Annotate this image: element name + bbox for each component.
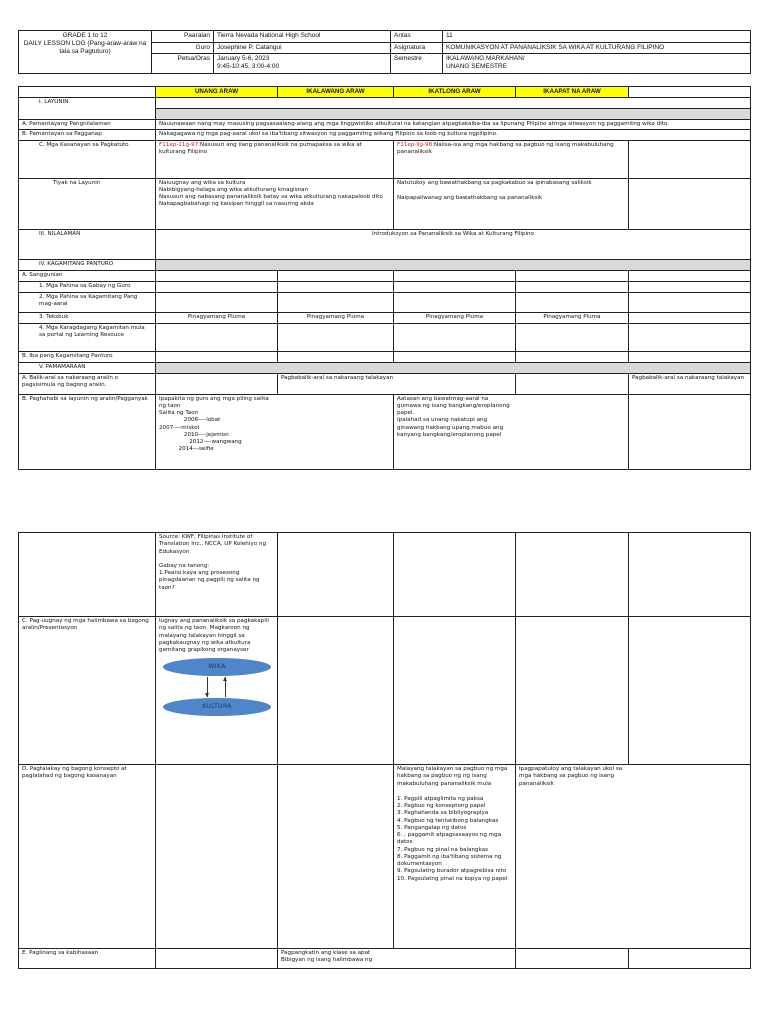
hakbang-item: 5. Pangangalap ng datos [397,824,467,831]
pagtalakay-day-3 [394,765,516,949]
hakbang-item: 4. Pagbuo ng tentatibong balangkas [397,817,499,824]
tiyak-1-item: Nakapagbabahagi ng kaisipan hinggil sa nasuring akda [159,201,314,208]
paghahabi-line: 2012----wangwang [159,439,242,446]
paghahabi-line: 2007----miskol [159,424,200,431]
paghahabi-3-line: Ipalahad sa unang nakatupi ang ginawang hakbang upang mabuo ang kanyang bangkang/eroplanong papel [397,417,504,438]
teksbuk-label: 3. Teksbuk [19,312,156,323]
paghahabi-label: B. Paghahabi sa layunin ng aralin/Pagganyak [19,394,156,469]
day-1-header: UNANG ARAW [156,87,278,98]
paglinang-label: E. Paglinang sa kabihasaan [19,949,156,969]
pamantayan-sa-pagganap-text: Nakagagawa ng mga pag-aaral ukol sa iba'tibang sitwasyon ng paggamitng wikang Filipino sa loob ng kultura ngpilipino. [156,130,751,140]
source-line: 1.Paano kaya ang prosesong pinagdaanan ng pagpili ng salita ng taon? [159,570,260,591]
source-line: Source: KWF, Filipinas Institute of Translation Inc., NCCA, UP Kolehiyo ng Edukasyon [159,534,266,555]
grade-label: GRADE 1 to 12 [62,32,108,39]
up-arrow-icon [225,677,226,697]
pamantayang-pangnilalaman-label: A. Pamantayang Pangnilalaman [19,120,156,130]
pag-uugnay-text: Iugnay ang pananaliksik sa pagkakapili ng salita ng taon. Magkaroon ng malayang talakayan hinggil sa pagkakaugnay ng wika atkultura gamitang grapikong organayser [159,618,269,654]
nilalaman-label: III. NILALAMAN [19,229,156,259]
hakbang-item: 6. , paggamit atpagsasaayos ng mga datos [397,832,502,846]
paglinang-text: Pagpangkatin ang klase sa apat Bibigyan ng isang halimbawa ng [281,950,373,964]
hakbang-item: 2. Pagbuo ng konseptong papel [397,803,486,810]
dll-title: DAILY LESSON LOG (Pang-araw-araw na tala sa Pagtuturo) [23,40,147,56]
gabay-ng-guro-label: 1. Mga Pahina sa Gabay ng Guro [19,281,156,292]
semestre-label: Semestre [391,54,443,74]
kultura-ellipse: KULTURA [163,698,271,716]
hakbang-item: 8. Paggamit ng iba'tibang sistema ng dokumentasyon [397,853,502,868]
tiyak-day-1 [156,178,394,229]
paghahabi-line: 2010----jejemon [159,431,229,438]
teksbuk-day-3: Pinagyamang Pluma [394,312,516,323]
nilalaman-text: Introduksyon sa Pananaliksik sa Wika at Kulturang Filipino [156,229,751,259]
tiyak-3-item: Naipapaliwanag ang bawathakbang sa pananaliksik [397,194,543,201]
oras-value: 9:45-10:45, 3:00-4:00 [217,63,280,71]
asignatura-value: KOMUNIKASYON AT PANANALIKSIK SA WIKA AT KULTURANG FILIPINO [443,42,751,54]
teksbuk-day-2: Pinagyamang Pluma [278,312,394,323]
layunin-heading: I. LAYUNIN [19,98,156,120]
hakbang-item: 10. Pagsulatng pinal na kopya ng papel [397,875,508,882]
semestre-line-2: UNANG SEMESTRE [446,63,508,71]
pag-uugnay-day-1 [156,617,278,765]
dll-title-cell [19,31,152,74]
day-3-header: IKATLONG ARAW [394,87,516,98]
paaralan-label: Paaralan [152,31,214,43]
teksbuk-day-4: Pinagyamang Pluma [516,312,629,323]
sanggunian-label: A. Sanggunian [19,270,156,281]
antas-label: Antas [391,31,443,43]
wika-kultura-diagram [159,658,275,720]
petsa-label: Petsa/Oras [152,54,214,74]
kasanayan-day-1 [156,140,394,178]
paghahabi-3-line: Aatasan ang bawatmag-aaral na gumawa ng isang bangkang/eroplanong papel. [397,395,510,417]
tiyak-1-item: Naiuugnay ang wika sa kultura [159,179,246,186]
hakbang-item: 3. Paghahanda sa bibliyograpiya [397,810,489,817]
source-line: Gabay na tanong: [159,562,210,569]
tiyak-3-item: Natutukoy ang bawathakbang sa pagkakabuo sa ipinabasang saliksik [397,179,592,186]
down-arrow-icon [207,677,208,697]
day-4-header: IKAAPAT NA ARAW [516,87,629,98]
guro-label: Guro [152,42,214,54]
hakbang-item: 7. Pagbuo ng pinal na balangkas [397,846,489,853]
paghahabi-day-3 [394,394,629,469]
paghahabi-line: Salita ng Taon [159,410,199,417]
tiyak-1-item: Nabibigyang-halaga ang wika atkulturang kinagisnan [159,186,309,193]
kagamitang-pang-mag-aaral-label: 2. Mga Pahina sa Kagamitang Pang mag-aaral [19,292,156,312]
tiyak-day-3 [394,178,629,229]
source-line [159,556,274,563]
pagtalakay-intro: Malayang talakayan sa pagbuo ng mga hakbang sa pagbuo ng ng isang makabuluhang pananaliksik mula [397,766,508,787]
lesson-table-page-1 [18,86,751,470]
paghahabi-day-1 [156,394,394,469]
hakbang-item: 1. Pagpili atpaglimita ng paksa [397,795,484,802]
petsa-value: January 5-6, 2023 [217,55,270,63]
pamantayang-pangnilalaman-text: Nauunawaan nang may masusing pagsasaalang-alang ang mga linggwistiko atkultural na katangian atpagkakaiba-iba sa lipunang Pilipino atmga sitwasyon ng paggamitng wika dito. [156,120,751,130]
karagdagang-kagamitan-label: 4. Mga Karagdagang Kagamitan mula sa portal ng Learning Resouce [19,323,156,351]
lesson-table-page-2 [18,532,751,969]
day-2-header: IKALAWANG ARAW [278,87,394,98]
petsa-cell [214,54,391,74]
paghahabi-line: Ipapakita ng guro ang mga piling salita ng taon [159,395,269,409]
pagtalakay-day-4 [516,765,751,949]
pagtalakay-4-text: Ipagpapatuloy ang talakayan ukol sa mga hakbang sa pagbuo ng isang pananaliksik [519,766,623,787]
header-table [18,30,751,74]
pamamaraan-label: V. PAMAMARAAN [19,362,156,373]
corner-cell [19,87,156,98]
kasanayan-label: C. Mga Kasanayan sa Pagkatuto [19,140,156,178]
antas-value: 11 [443,31,751,43]
balik-aral-label: A. Balik-aral sa nakaraang aralin o pagsisimula ng bagong aralin. [19,373,156,394]
paghahabi-line: 2006----lobat [159,417,221,424]
guro-value: Josephine P. Catangui [214,42,391,54]
iba-pang-kagamitan-label: B. Iba pang Kagamitang Panturo [19,351,156,362]
competency-code-3: F11ep-llg-98: [397,141,435,148]
kasanayan-day-3 [394,140,629,178]
asignatura-label: Asignatura [391,42,443,54]
paaralan-value: Tierra Nevada National High School [214,31,391,43]
pagtalakay-label: D. Pagtalakay ng bagong konsepto at paglalahad ng bagong kasanayan [19,765,156,949]
balik-aral-day-2: Pagbabalik-aral sa nakaraang talakayan [278,373,516,394]
pag-uugnay-label: C. Pag-uugnay ng mga halimbawa sa bagong aralin/Presentasyon [19,617,156,765]
competency-code-1: F11ep-11g-97: [159,141,201,148]
hakbang-item: 9. Pagsulatng burador atpagrebisa nito [397,868,507,875]
tiyak-1-item: Nasusuri ang nabasang pananaliksik batay sa wika atkulturang nakapaloob dito [159,194,383,201]
semestre-line-1: IKALAWANG MARKAHAN/ [446,55,525,63]
kagamitang-panturo-label: IV. KAGAMITANG PANTURO [19,259,156,270]
balik-aral-day-4: Pagbabalik-aral sa nakaraang talakayan [629,373,751,394]
wika-ellipse: WIKA [163,658,271,676]
semestre-cell [443,54,751,74]
competency-text-1: Nasusuri ang ilang pananaliksik na pumapaksa sa wika at kulturang Filipino [159,141,362,155]
paglinang-day-2 [278,949,516,969]
tiyak-na-layunin-label: Tiyak na Layunin [19,178,156,229]
pamantayan-sa-pagganap-label: B. Pamantayan sa Pagganap [19,130,156,140]
teksbuk-day-1: Pinagyamang Pluma [156,312,278,323]
paghahabi-line: 2014---selfie [159,446,214,453]
competency-text-3: Naiisa-isa ang mga hakbang sa pagbuo ng isang makabuluhang pananaliksik [397,141,614,155]
source-cell [156,533,278,617]
